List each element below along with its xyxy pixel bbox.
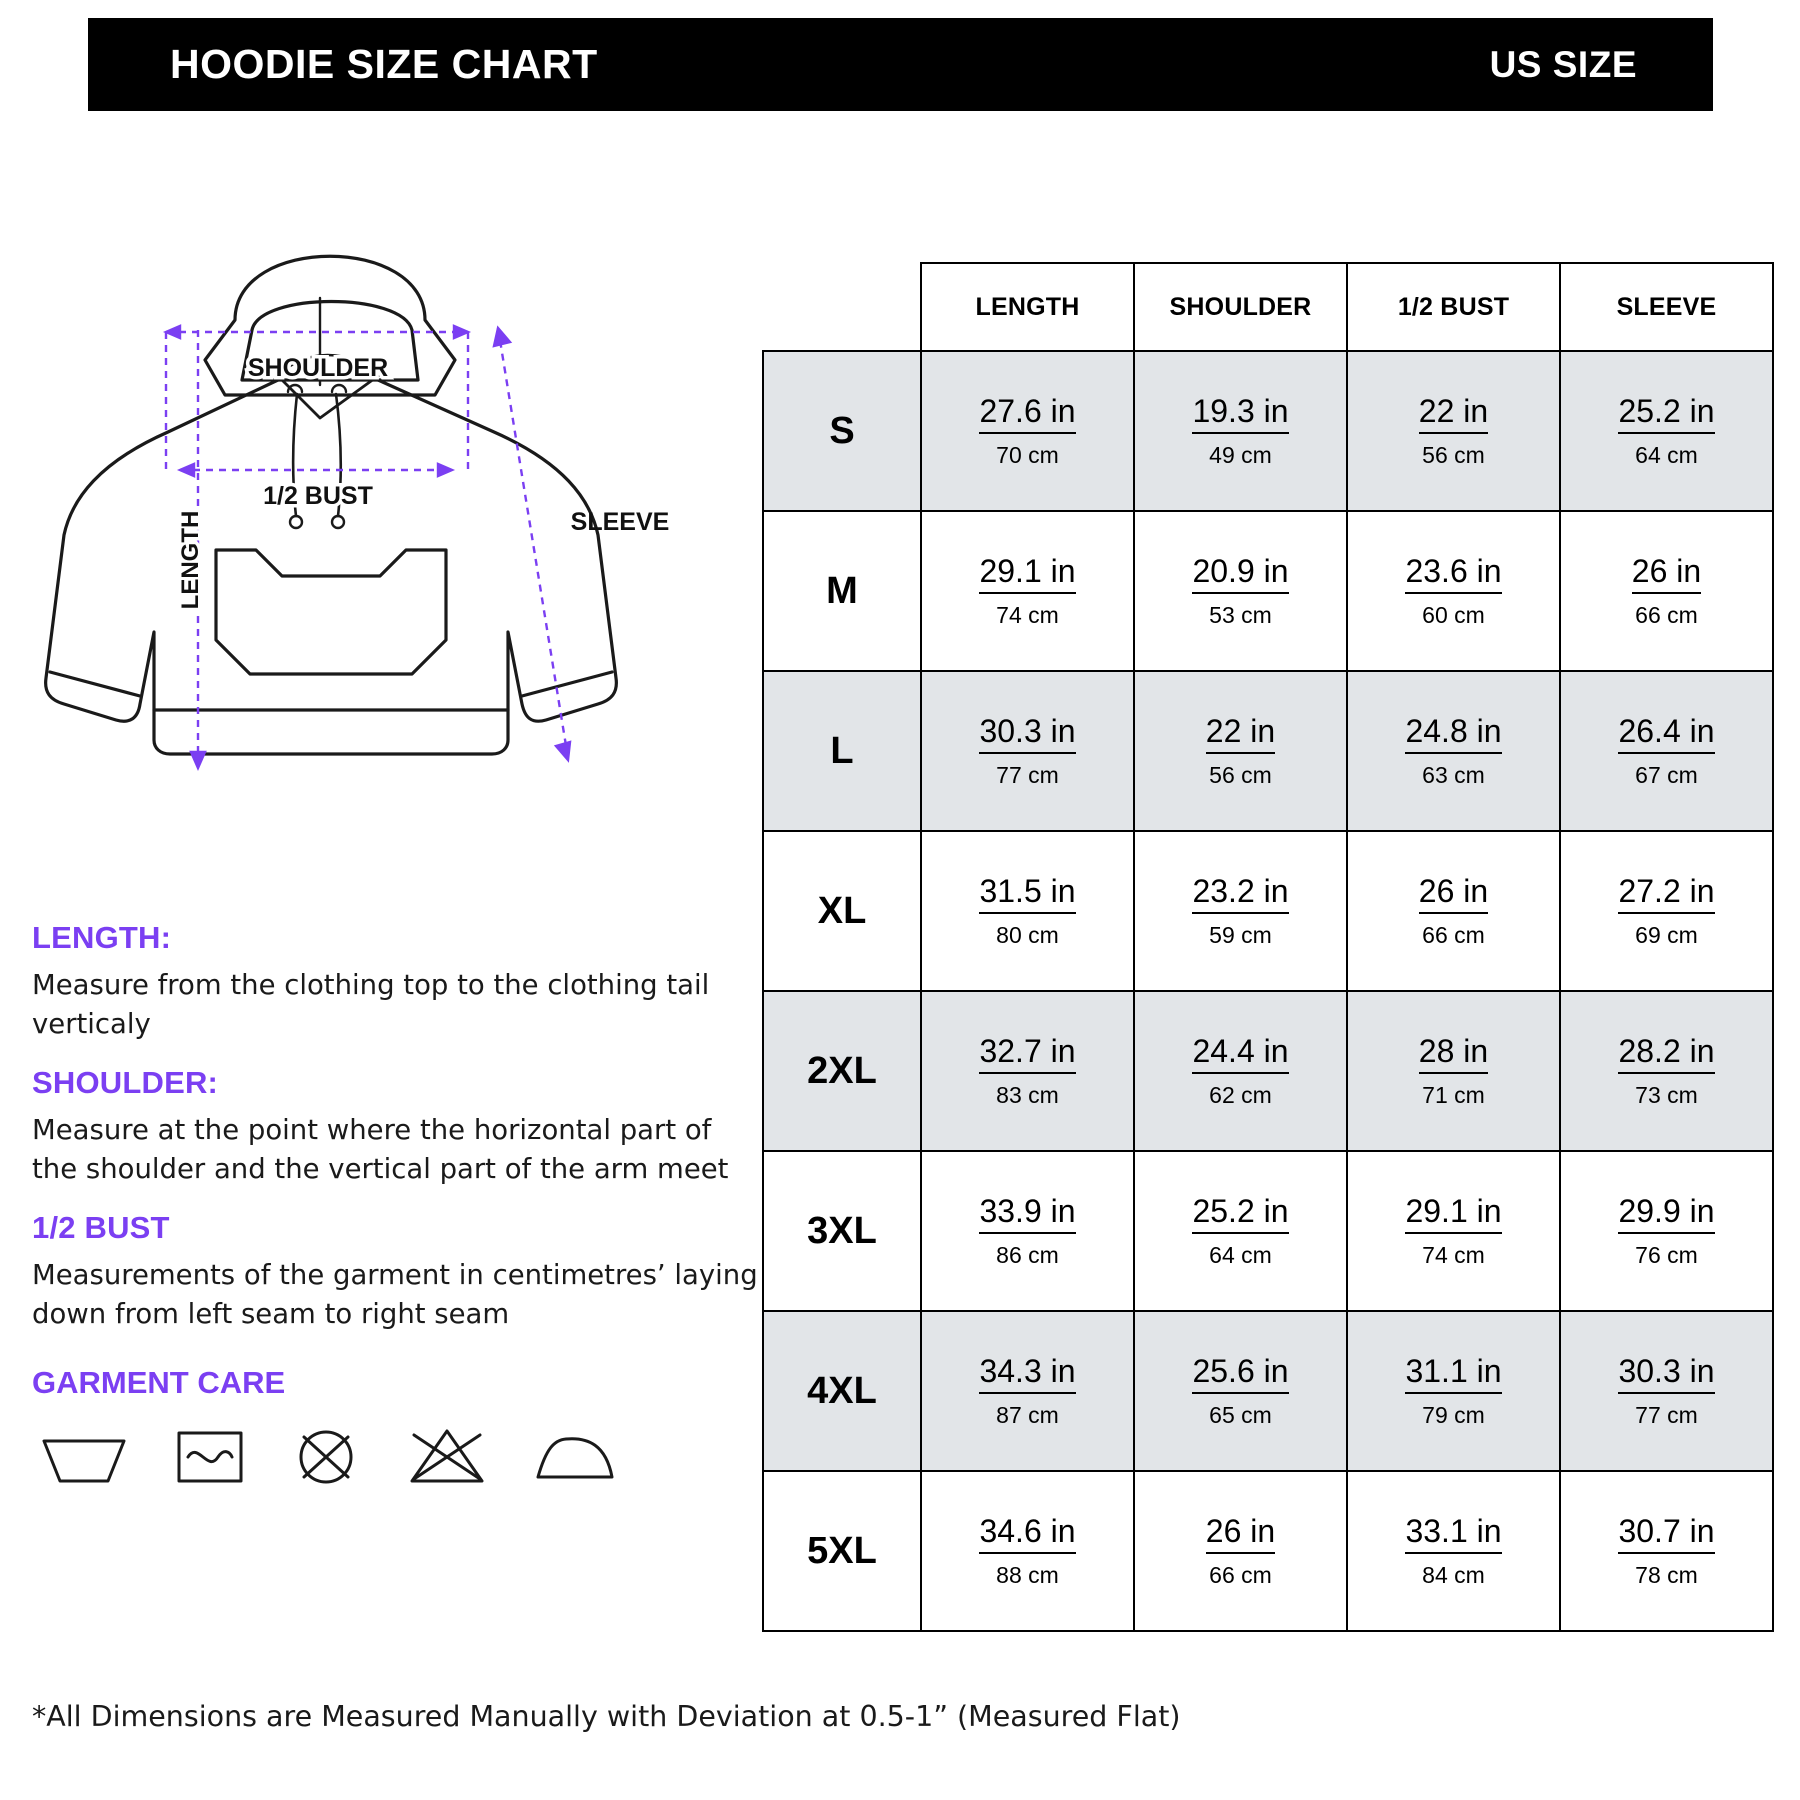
- cell-value-in: 30.3 in: [1618, 1354, 1714, 1394]
- table-header: [763, 263, 1773, 351]
- cell-value-in: 33.1 in: [1405, 1514, 1501, 1554]
- table-row: [763, 351, 1773, 511]
- hand-wash-icon: [38, 1425, 130, 1492]
- cell-value-cm: 77 cm: [1635, 1401, 1698, 1428]
- cell-value-in: 22 in: [1419, 394, 1488, 434]
- cell-value-in: 19.3 in: [1192, 394, 1288, 434]
- cell-bust: [1347, 991, 1560, 1151]
- row-size-label: 3XL: [763, 1151, 921, 1311]
- cell-value-in: 20.9 in: [1192, 554, 1288, 594]
- cell-value-in: 29.1 in: [1405, 1194, 1501, 1234]
- definition-term-bust: 1/2 BUST: [32, 1210, 170, 1245]
- table-row: [763, 991, 1773, 1151]
- cell-value-in: 32.7 in: [979, 1034, 1075, 1074]
- diagram-length-label: LENGTH: [177, 510, 204, 610]
- cell-value-cm: 86 cm: [996, 1241, 1059, 1268]
- cell-sleeve: [1560, 1151, 1773, 1311]
- hoodie-diagram: [20, 180, 740, 820]
- row-size-label: XL: [763, 831, 921, 991]
- cell-shoulder: [1134, 351, 1347, 511]
- definition-term-length: LENGTH:: [32, 920, 172, 955]
- cell-value-in: 26 in: [1419, 874, 1488, 914]
- cell-value-in: 25.6 in: [1192, 1354, 1288, 1394]
- cell-value-cm: 64 cm: [1635, 441, 1698, 468]
- cell-bust: [1347, 511, 1560, 671]
- cell-sleeve: [1560, 351, 1773, 511]
- row-size-label: L: [763, 671, 921, 831]
- cell-value-in: 26 in: [1632, 554, 1701, 594]
- cell-value-cm: 69 cm: [1635, 921, 1698, 948]
- cell-length: [921, 671, 1134, 831]
- cell-value-in: 29.9 in: [1618, 1194, 1714, 1234]
- row-size-label: 4XL: [763, 1311, 921, 1471]
- cell-value-in: 23.2 in: [1192, 874, 1288, 914]
- cell-value-cm: 64 cm: [1209, 1241, 1272, 1268]
- cell-length: [921, 1311, 1134, 1471]
- cell-value-cm: 56 cm: [1209, 761, 1272, 788]
- cell-value-in: 28 in: [1419, 1034, 1488, 1074]
- cell-value-cm: 74 cm: [1422, 1241, 1485, 1268]
- cell-value-cm: 73 cm: [1635, 1081, 1698, 1108]
- cell-value-in: 31.5 in: [979, 874, 1075, 914]
- cell-bust: [1347, 1311, 1560, 1471]
- cell-value-cm: 78 cm: [1635, 1561, 1698, 1588]
- do-not-bleach-icon: [290, 1425, 362, 1492]
- row-size-label: 5XL: [763, 1471, 921, 1631]
- unit-label: US SIZE: [1489, 43, 1637, 85]
- cell-bust: [1347, 831, 1560, 991]
- cell-sleeve: [1560, 831, 1773, 991]
- cell-value-in: 22 in: [1206, 714, 1275, 754]
- cell-shoulder: [1134, 1151, 1347, 1311]
- cell-value-cm: 66 cm: [1422, 921, 1485, 948]
- definition-text-shoulder: Measure at the point where the horizontal part of the shoulder and the vertical part of the arm meet: [32, 1114, 729, 1185]
- table-corner-cell: [763, 263, 921, 351]
- cell-value-in: 34.6 in: [979, 1514, 1075, 1554]
- cell-value-in: 24.4 in: [1192, 1034, 1288, 1074]
- cell-value-cm: 84 cm: [1422, 1561, 1485, 1588]
- cell-value-cm: 77 cm: [996, 761, 1059, 788]
- cell-value-cm: 80 cm: [996, 921, 1059, 948]
- cell-value-cm: 62 cm: [1209, 1081, 1272, 1108]
- cell-value-cm: 71 cm: [1422, 1081, 1485, 1108]
- cell-value-cm: 67 cm: [1635, 761, 1698, 788]
- cell-value-in: 28.2 in: [1618, 1034, 1714, 1074]
- row-size-label: S: [763, 351, 921, 511]
- cell-sleeve: [1560, 511, 1773, 671]
- cell-length: [921, 1471, 1134, 1631]
- cell-value-cm: 87 cm: [996, 1401, 1059, 1428]
- cell-value-in: 24.8 in: [1405, 714, 1501, 754]
- diagram-sleeve-label: SLEEVE: [570, 508, 670, 536]
- row-size-label: 2XL: [763, 991, 921, 1151]
- cell-value-cm: 59 cm: [1209, 921, 1272, 948]
- cell-value-in: 30.7 in: [1618, 1514, 1714, 1554]
- footnote: *All Dimensions are Measured Manually with Deviation at 0.5-1” (Measured Flat): [32, 1700, 1181, 1733]
- cell-sleeve: [1560, 1471, 1773, 1631]
- page-title: HOODIE SIZE CHART: [170, 41, 598, 87]
- cell-shoulder: [1134, 1471, 1347, 1631]
- column-header-shoulder: SHOULDER: [1134, 263, 1347, 351]
- table-row: [763, 671, 1773, 831]
- cell-value-cm: 66 cm: [1209, 1561, 1272, 1588]
- cell-value-cm: 76 cm: [1635, 1241, 1698, 1268]
- garment-care-icons: [32, 1425, 762, 1492]
- cell-value-in: 26.4 in: [1618, 714, 1714, 754]
- table-row: [763, 1151, 1773, 1311]
- do-not-dry-clean-icon: [406, 1425, 488, 1492]
- definition-text-length: Measure from the clothing top to the clothing tail verticaly: [32, 969, 710, 1040]
- cell-value-cm: 63 cm: [1422, 761, 1485, 788]
- table-row: [763, 831, 1773, 991]
- cell-value-in: 23.6 in: [1405, 554, 1501, 594]
- cell-shoulder: [1134, 991, 1347, 1151]
- cell-value-in: 33.9 in: [979, 1194, 1075, 1234]
- cell-shoulder: [1134, 1311, 1347, 1471]
- cell-value-in: 31.1 in: [1405, 1354, 1501, 1394]
- cell-value-cm: 56 cm: [1422, 441, 1485, 468]
- table-row: [763, 1311, 1773, 1471]
- header-bar: [88, 18, 1713, 111]
- size-table: [762, 262, 1774, 1632]
- definitions-column: [32, 920, 762, 1492]
- table-row: [763, 511, 1773, 671]
- column-header-length: LENGTH: [921, 263, 1134, 351]
- cell-value-cm: 74 cm: [996, 601, 1059, 628]
- cell-length: [921, 1151, 1134, 1311]
- cell-value-in: 27.6 in: [979, 394, 1075, 434]
- cell-shoulder: [1134, 671, 1347, 831]
- cell-bust: [1347, 1151, 1560, 1311]
- column-header-bust: 1/2 BUST: [1347, 263, 1560, 351]
- cell-sleeve: [1560, 991, 1773, 1151]
- cell-value-in: 34.3 in: [979, 1354, 1075, 1394]
- tumble-dry-icon: [174, 1425, 246, 1492]
- column-header-sleeve: SLEEVE: [1560, 263, 1773, 351]
- row-size-label: M: [763, 511, 921, 671]
- cell-shoulder: [1134, 511, 1347, 671]
- iron-low-icon: [532, 1427, 618, 1490]
- cell-value-in: 30.3 in: [979, 714, 1075, 754]
- cell-value-in: 26 in: [1206, 1514, 1275, 1554]
- cell-value-cm: 79 cm: [1422, 1401, 1485, 1428]
- cell-value-cm: 70 cm: [996, 441, 1059, 468]
- cell-value-in: 25.2 in: [1192, 1194, 1288, 1234]
- cell-sleeve: [1560, 1311, 1773, 1471]
- cell-value-in: 25.2 in: [1618, 394, 1714, 434]
- cell-value-cm: 65 cm: [1209, 1401, 1272, 1428]
- cell-length: [921, 991, 1134, 1151]
- cell-value-cm: 60 cm: [1422, 601, 1485, 628]
- cell-bust: [1347, 671, 1560, 831]
- definition-text-bust: Measurements of the garment in centimetres’ laying down from left seam to right seam: [32, 1259, 758, 1330]
- cell-value-cm: 66 cm: [1635, 601, 1698, 628]
- cell-sleeve: [1560, 671, 1773, 831]
- diagram-bust-label: 1/2 BUST: [263, 482, 373, 510]
- cell-value-cm: 49 cm: [1209, 441, 1272, 468]
- cell-length: [921, 351, 1134, 511]
- cell-value-cm: 53 cm: [1209, 601, 1272, 628]
- size-table-wrap: [762, 262, 1772, 1632]
- cell-shoulder: [1134, 831, 1347, 991]
- cell-value-in: 29.1 in: [979, 554, 1075, 594]
- garment-care-title: GARMENT CARE: [32, 1365, 286, 1400]
- cell-value-cm: 83 cm: [996, 1081, 1059, 1108]
- cell-length: [921, 511, 1134, 671]
- table-row: [763, 1471, 1773, 1631]
- definition-term-shoulder: SHOULDER:: [32, 1065, 219, 1100]
- cell-bust: [1347, 1471, 1560, 1631]
- cell-value-cm: 88 cm: [996, 1561, 1059, 1588]
- cell-bust: [1347, 351, 1560, 511]
- cell-value-in: 27.2 in: [1618, 874, 1714, 914]
- cell-length: [921, 831, 1134, 991]
- diagram-shoulder-label: SHOULDER: [247, 354, 389, 382]
